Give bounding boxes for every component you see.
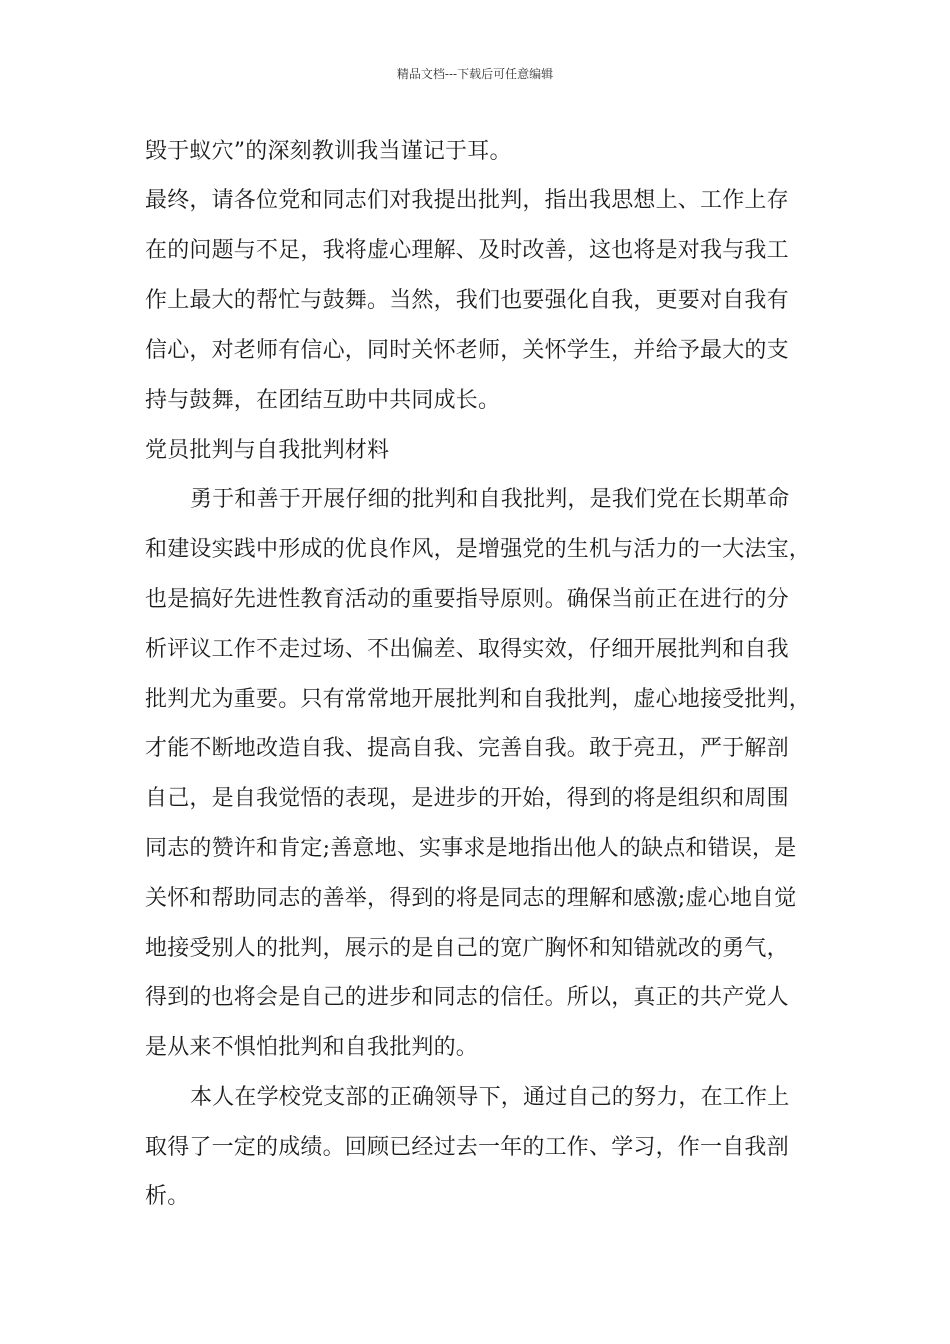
section-title: 党员批判与自我批判材料	[145, 438, 390, 463]
text-line: 析评议工作不走过场、不出偏差、取得实效，仔细开展批判和自我	[145, 637, 789, 662]
paragraph-first-line: 本人在学校党支部的正确领导下，通过自己的努力，在工作上	[190, 1085, 790, 1110]
text-line: 才能不断地改造自我、提高自我、完善自我。敢于亮丑，严于解剖	[145, 736, 789, 761]
text-line: 和建设实践中形成的优良作风，是增强党的生机与活力的一大法宝，	[145, 537, 812, 562]
text-line: 析。	[145, 1184, 190, 1209]
paragraph-first-line: 勇于和善于开展仔细的批判和自我批判，是我们党在长期革命	[190, 487, 790, 512]
text-line: 自己，是自我觉悟的表现，是进步的开始，得到的将是组织和周围	[145, 786, 789, 811]
text-line: 得到的也将会是自己的进步和同志的信任。所以，真正的共产党人	[145, 985, 789, 1010]
text-line: 在的问题与不足，我将虚心理解、及时改善，这也将是对我与我工	[145, 238, 789, 263]
text-line: 持与鼓舞，在团结互助中共同成长。	[145, 388, 501, 413]
text-line: 是从来不惧怕批判和自我批判的。	[145, 1035, 479, 1060]
text-line: 作上最大的帮忙与鼓舞。当然，我们也要强化自我，更要对自我有	[145, 288, 789, 313]
text-line: 最终，请各位党和同志们对我提出批判，指出我思想上、工作上存	[145, 188, 789, 213]
text-line: 关怀和帮助同志的善举，得到的将是同志的理解和感激;虚心地自觉	[145, 886, 797, 911]
text-line: 也是搞好先进性教育活动的重要指导原则。确保当前正在进行的分	[145, 587, 789, 612]
text-line: 取得了一定的成绩。回顾已经过去一年的工作、学习，作一自我剖	[145, 1135, 789, 1160]
text-line: 地接受别人的批判，展示的是自己的宽广胸怀和知错就改的勇气，	[145, 936, 789, 961]
page-header: 精品文档---下载后可任意编辑	[396, 67, 554, 81]
text-line: 毁于蚁穴”的深刻教训我当谨记于耳。	[145, 139, 512, 164]
text-line: 同志的赞许和肯定;善意地、实事求是地指出他人的缺点和错误，是	[145, 836, 797, 861]
text-line: 批判尤为重要。只有常常地开展批判和自我批判，虚心地接受批判，	[145, 687, 812, 712]
text-line: 信心，对老师有信心，同时关怀老师，关怀学生，并给予最大的支	[145, 338, 789, 363]
